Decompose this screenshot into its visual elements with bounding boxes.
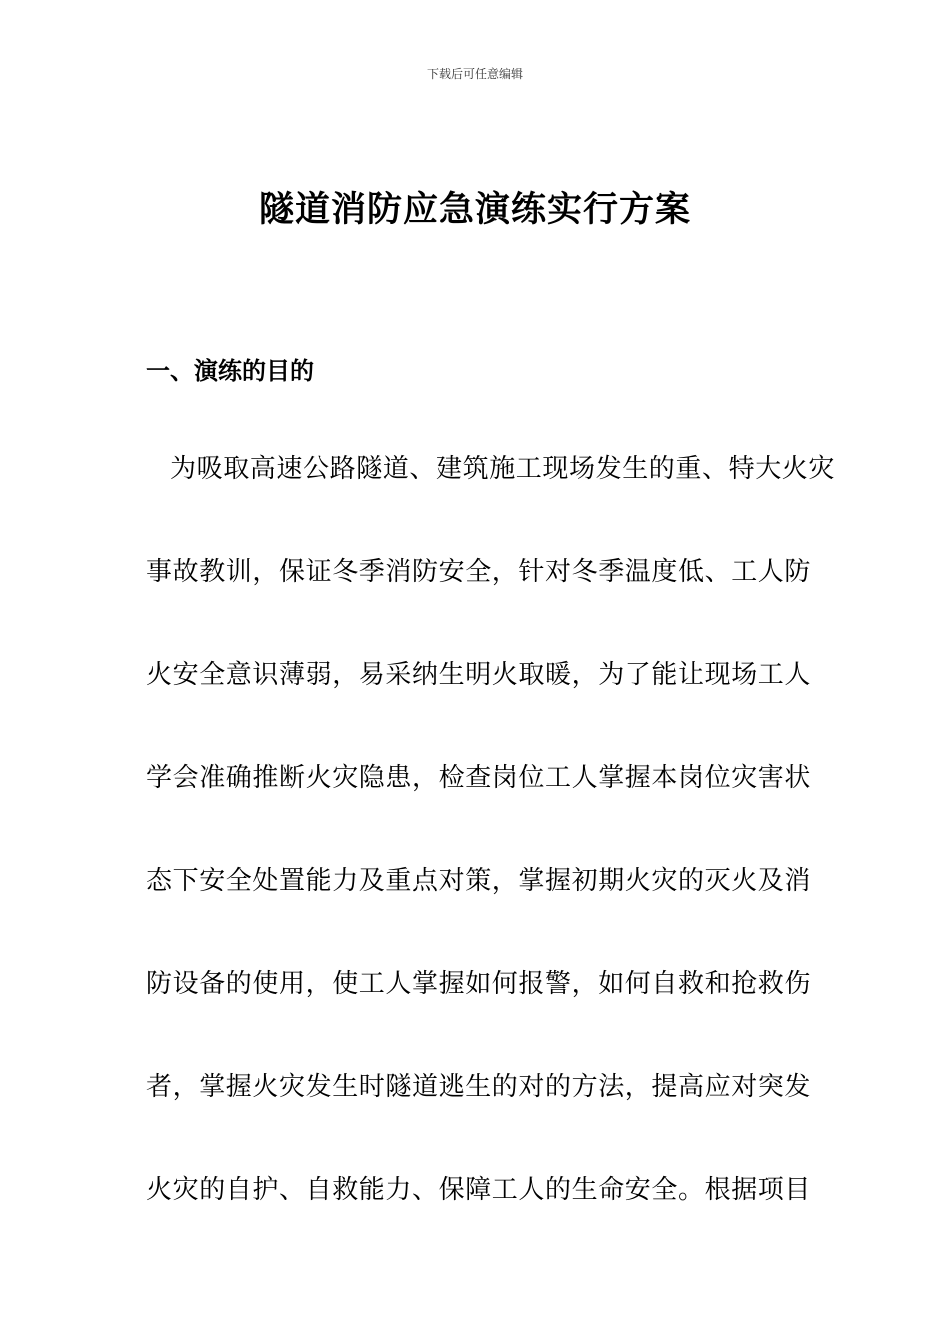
paragraph-line: 火安全意识薄弱，易采纳生明火取暖，为了能让现场工人 bbox=[146, 660, 812, 690]
section-heading: 一、演练的目的 bbox=[146, 356, 314, 385]
document-title: 隧道消防应急演练实行方案 bbox=[258, 189, 691, 230]
page-header-note: 下载后可任意编辑 bbox=[426, 67, 523, 81]
paragraph-line: 者，掌握火灾发生时隧道逃生的对的方法，提高应对突发 bbox=[146, 1072, 812, 1102]
paragraph-line: 事故教训，保证冬季消防安全，针对冬季温度低、工人防 bbox=[146, 557, 812, 587]
paragraph-line: 学会准确推断火灾隐患，检查岗位工人掌握本岗位灾害状 bbox=[146, 763, 812, 793]
paragraph-line: 态下安全处置能力及重点对策，掌握初期火灾的灭火及消 bbox=[146, 866, 812, 896]
body-paragraph bbox=[146, 452, 836, 1276]
paragraph-line: 为吸取高速公路隧道、建筑施工现场发生的重、特大火灾 bbox=[170, 454, 836, 484]
paragraph-line: 火灾的自护、自救能力、保障工人的生命安全。根据项目 bbox=[146, 1175, 812, 1205]
paragraph-line: 防设备的使用，使工人掌握如何报警，如何自救和抢救伤 bbox=[146, 969, 812, 999]
